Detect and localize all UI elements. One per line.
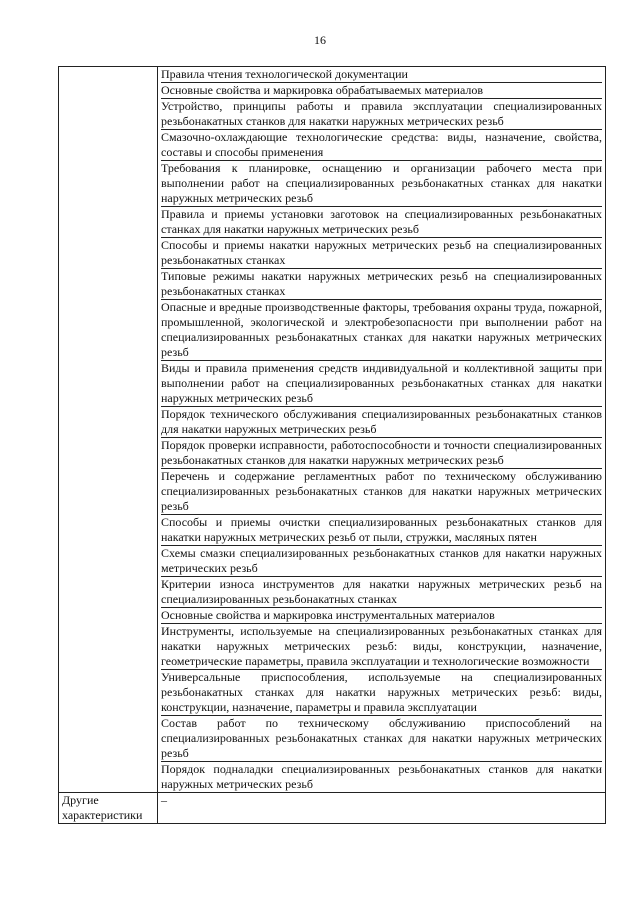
other-characteristics-row — [59, 793, 606, 824]
list-item: Инструменты, используемые на специализированных резьбонакатных станках для накатки наружных метрических резьб: виды, конструкции, назначение, геометрические параметры, правила эксплуатации и технологические возможности — [161, 624, 602, 668]
list-item: Способы и приемы очистки специализированных резьбонакатных станков для накатки наружных метрических резьб от пыли, стружки, масляных пятен — [161, 515, 602, 544]
requirements-table — [58, 66, 606, 824]
knowledge-row — [59, 67, 606, 793]
list-item: Типовые режимы накатки наружных метрических резьб на специализированных резьбонакатных станках — [161, 269, 602, 298]
knowledge-items-cell — [158, 67, 606, 793]
list-item: Универсальные приспособления, используемые на специализированных резьбонакатных станках для накатки наружных метрических резьб: виды, конструкции, назначение, параметры и правила эксплуатации — [161, 670, 602, 714]
list-item: Основные свойства и маркировка обрабатываемых материалов — [161, 82, 602, 98]
list-item: Способы и приемы накатки наружных метрических резьб на специализированных резьбонакатных станках — [161, 238, 602, 267]
list-item: Основные свойства и маркировка инструментальных материалов — [161, 607, 602, 623]
other-characteristics-label: Другие характеристики — [59, 793, 158, 824]
list-item: Порядок технического обслуживания специализированных резьбонакатных станков для накатки наружных метрических резьб — [161, 407, 602, 436]
list-item: Смазочно-охлаждающие технологические средства: виды, назначение, свойства, составы и способы применения — [161, 130, 602, 159]
list-item: Правила чтения технологической документации — [161, 67, 408, 81]
list-item: Схемы смазки специализированных резьбонакатных станков для накатки наружных метрических резьб — [161, 546, 602, 575]
list-item: Состав работ по техническому обслуживанию приспособлений на специализированных резьбонакатных станках для накатки наружных метрических резьб — [161, 716, 602, 760]
page-number: 16 — [314, 33, 326, 47]
list-item: Виды и правила применения средств индивидуальной и коллективной защиты при выполнении работ на специализированных резьбонакатных станках для накатки наружных метрических резьб — [161, 361, 602, 405]
list-item: Порядок подналадки специализированных резьбонакатных станков для накатки наружных метрических резьб — [161, 762, 602, 791]
list-item: Опасные и вредные производственные факторы, требования охраны труда, пожарной, промышленной, экологической и электробезопасности при выполнении работ на специализированных резьбонакатных станках для накатки наружных метрических резьб — [161, 300, 602, 359]
other-characteristics-value: – — [158, 793, 606, 824]
list-item: Правила и приемы установки заготовок на специализированных резьбонакатных станках для накатки наружных метрических резьб — [161, 207, 602, 236]
list-item: Устройство, принципы работы и правила эксплуатации специализированных резьбонакатных станков для накатки наружных метрических резьб — [161, 99, 602, 128]
list-item: Требования к планировке, оснащению и организации рабочего места при выполнении работ на специализированных резьбонакатных станках для накатки наружных метрических резьб — [161, 161, 602, 205]
list-item: Перечень и содержание регламентных работ по техническому обслуживанию специализированных резьбонакатных станков для накатки наружных метрических резьб — [161, 469, 602, 513]
knowledge-label-cell — [59, 67, 158, 793]
list-item: Критерии износа инструментов для накатки наружных метрических резьб на специализированных резьбонакатных станках — [161, 577, 602, 606]
list-item: Порядок проверки исправности, работоспособности и точности специализированных резьбонакатных станков для накатки наружных метрических резьб — [161, 438, 602, 467]
